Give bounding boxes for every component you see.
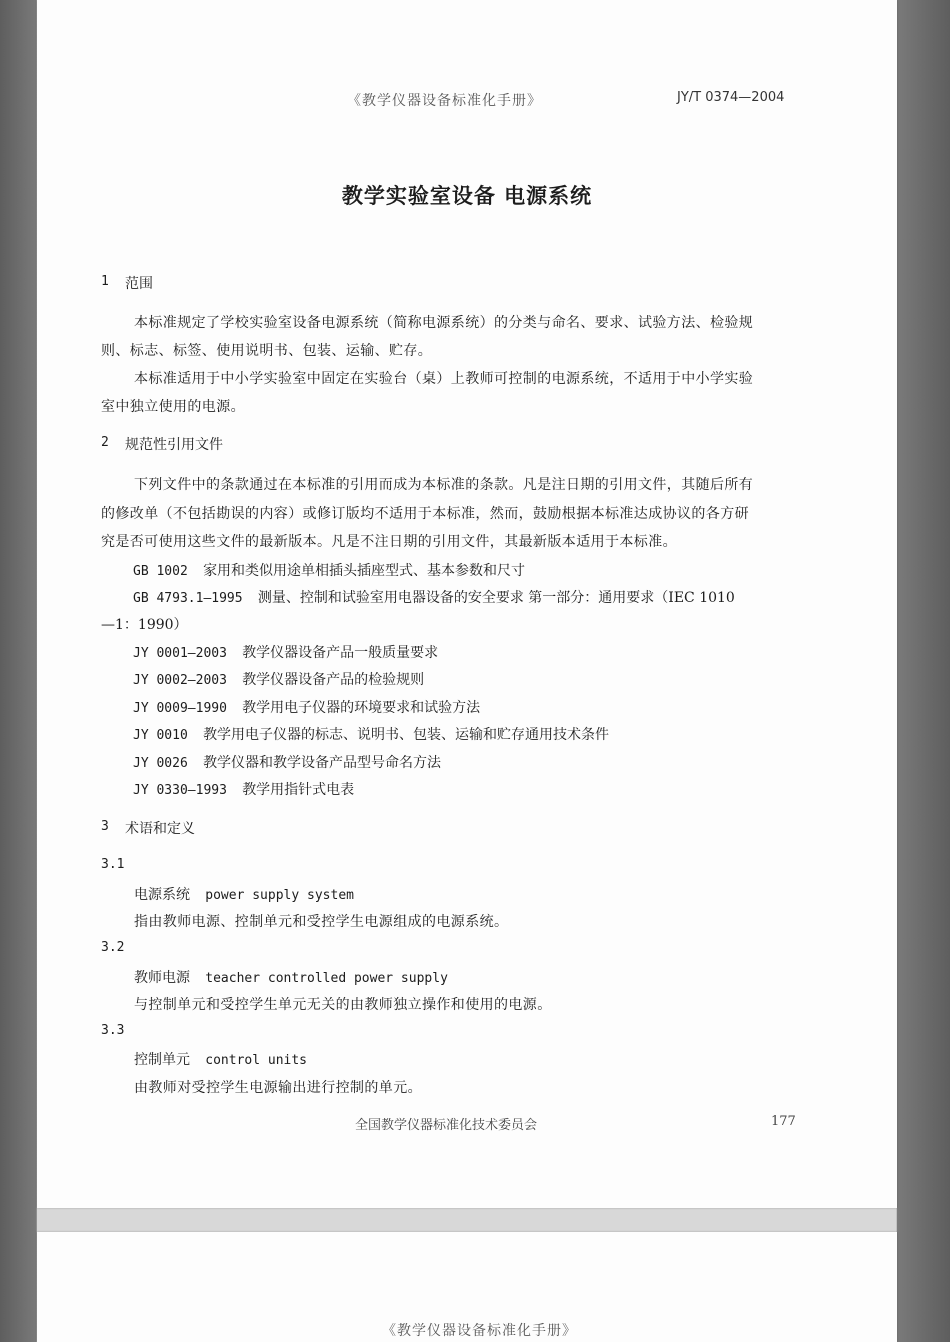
reference-title: 家用和类似用途单相插头插座型式、基本参数和尺寸	[203, 563, 526, 579]
section-2-paragraph-line-1: 下列文件中的条款通过在本标准的引用而成为本标准的条款。凡是注日期的引用文件，其随后所有	[134, 477, 754, 493]
reference-code: JY 0026	[133, 756, 188, 771]
term-number: 3.1	[101, 857, 125, 872]
term-number: 3.2	[101, 940, 125, 955]
reference-code: JY 0009—1990	[133, 701, 227, 716]
section-1-paragraph-2-line-1: 本标准适用于中小学实验室中固定在实验台（桌）上教师可控制的电源系统，不适用于中小学实验	[134, 371, 754, 387]
section-1-paragraph-2-line-2: 室中独立使用的电源。	[101, 399, 245, 415]
page-number: 177	[771, 1114, 796, 1129]
reference-item	[133, 587, 735, 607]
reference-item	[133, 779, 354, 799]
document-title: 教学实验室设备 电源系统	[341, 184, 593, 208]
section-2-title: 规范性引用文件	[125, 437, 223, 453]
reference-code: JY 0330—1993	[133, 783, 227, 798]
term-chinese: 电源系统	[134, 887, 190, 903]
term-english: teacher controlled power supply	[205, 971, 448, 986]
term-heading	[134, 967, 448, 987]
term-definition: 指由教师电源、控制单元和受控学生电源组成的电源系统。	[134, 914, 509, 930]
term-chinese: 教师电源	[134, 970, 190, 986]
running-header-title: 《教学仪器设备标准化手册》	[347, 93, 542, 109]
document-page-1	[37, 0, 897, 1208]
term-definition: 由教师对受控学生电源输出进行控制的单元。	[134, 1080, 422, 1096]
reference-title: 教学仪器和教学设备产品型号命名方法	[203, 755, 442, 771]
running-header-code: JY/T 0374—2004	[677, 90, 785, 105]
term-chinese: 控制单元	[134, 1052, 190, 1068]
reference-code: GB 4793.1—1995	[133, 591, 243, 606]
reference-title: 教学仪器设备产品的检验规则	[242, 672, 425, 688]
term-english: power supply system	[205, 888, 354, 903]
reference-item	[133, 560, 525, 580]
section-2-paragraph-line-3: 究是否可使用这些文件的最新版本。凡是不注日期的引用文件，其最新版本适用于本标准。	[101, 534, 677, 550]
reference-item	[133, 642, 438, 662]
reference-title: 教学用指针式电表	[242, 782, 355, 798]
term-english: control units	[205, 1053, 308, 1068]
section-1-number: 1	[101, 274, 109, 289]
reference-title: —1：1990）	[101, 617, 188, 633]
reference-item-continuation	[101, 614, 188, 634]
term-heading	[134, 884, 354, 904]
section-2-number: 2	[101, 435, 109, 450]
reference-code: JY 0010	[133, 728, 188, 743]
term-heading	[134, 1049, 307, 1069]
section-1-title: 范围	[125, 276, 153, 292]
reference-title: 教学用电子仪器的标志、说明书、包装、运输和贮存通用技术条件	[203, 727, 610, 743]
section-3-number: 3	[101, 819, 109, 834]
section-2-paragraph-line-2: 的修改单（不包括勘误的内容）或修订版均不适用于本标准，然而，鼓励根据本标准达成协议的各方研	[101, 506, 749, 522]
term-definition: 与控制单元和受控学生单元无关的由教师独立操作和使用的电源。	[134, 997, 552, 1013]
section-3-title: 术语和定义	[125, 821, 195, 837]
footer-organization: 全国教学仪器标准化技术委员会	[355, 1118, 538, 1133]
reference-item	[133, 697, 480, 717]
reference-item	[133, 752, 441, 772]
reference-item	[133, 669, 424, 689]
reference-title: 测量、控制和试验室用电器设备的安全要求 第一部分：通用要求（IEC 1010	[257, 590, 735, 606]
reference-code: JY 0001—2003	[133, 646, 227, 661]
reference-code: GB 1002	[133, 564, 188, 579]
document-page-2	[37, 1232, 897, 1342]
reference-item	[133, 724, 609, 744]
reference-title: 教学仪器设备产品一般质量要求	[242, 645, 439, 661]
reference-title: 教学用电子仪器的环境要求和试验方法	[242, 700, 481, 716]
section-1-paragraph-1-line-2: 则、标志、标签、使用说明书、包装、运输、贮存。	[101, 343, 433, 359]
running-header-title: 《教学仪器设备标准化手册》	[382, 1323, 577, 1339]
section-1-paragraph-1-line-1: 本标准规定了学校实验室设备电源系统（简称电源系统）的分类与命名、要求、试验方法、检验规	[134, 315, 754, 331]
term-number: 3.3	[101, 1023, 125, 1038]
reference-code: JY 0002—2003	[133, 673, 227, 688]
